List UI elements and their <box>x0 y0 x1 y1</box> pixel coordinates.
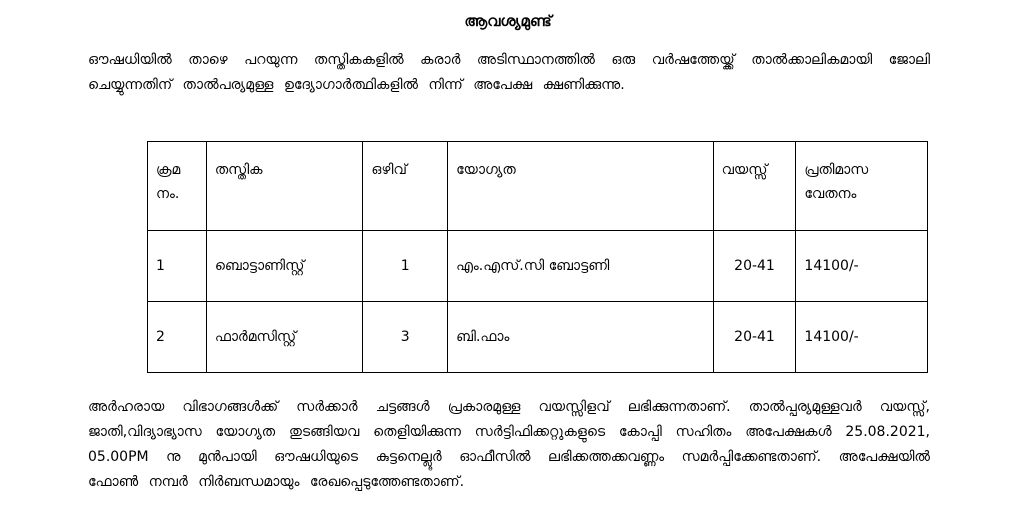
header-salary-line2: വേതനം <box>804 186 857 202</box>
cell-post: ഫാർമസിസ്റ്റ് <box>206 302 363 373</box>
cell-qualification: ബി.ഫാം <box>448 302 714 373</box>
header-salary-line1: പ്രതിമാസ <box>804 162 869 178</box>
header-serial-line1: ക്രമ <box>156 162 181 178</box>
header-serial-number <box>148 142 207 231</box>
table-row <box>148 231 928 302</box>
cell-age: 20-41 <box>713 302 796 373</box>
cell-age: 20-41 <box>713 231 796 302</box>
header-age: വയസ്സ് <box>713 142 796 231</box>
cell-salary: 14100/- <box>796 231 928 302</box>
page-title: ആവശ്യമുണ്ട് <box>464 12 552 30</box>
header-salary <box>796 142 928 231</box>
intro-paragraph: ഔഷധിയിൽ താഴെ പറയുന്ന തസ്തികകളിൽ കരാർ അടിസ്ഥാനത്തിൽ ഒരു വർഷത്തേയ്ക്ക് താൽക്കാലികമായി ജോലി ചെയ്യുന്നതിന് താൽപര്യമുള്ള ഉദ്യോഗാർത്ഥികളിൽ നിന്ന് അപേക്ഷ ക്ഷണിക്കുന്നു. <box>88 52 930 93</box>
cell-qualification: എം.എസ്.സി ബോട്ടണി <box>448 231 714 302</box>
closing-paragraph: അർഹരായ വിഭാഗങ്ങൾക്ക് സർക്കാർ ചട്ടങ്ങൾ പ്രകാരമുള്ള വയസ്സിളവ് ലഭിക്കുന്നതാണ്. താൽപ്പര്യമുള്ളവർ വയസ്സ്, ജാതി,വിദ്യാഭ്യാസ യോഗ്യത തുടങ്ങിയവ തെളിയിക്കുന്ന സർട്ടിഫിക്കറ്റുകളുടെ കോപ്പി സഹിതം അപേക്ഷകൾ 25.08.2021, 05.00PM നു മുൻപായി ഔഷധിയുടെ കുട്ടനെല്ലൂർ ഓഫീസിൽ ലഭിക്കത്തക്കവണ്ണം സമർപ്പിക്കേണ്ടതാണ്. അപേക്ഷയിൽ ഫോൺ നമ്പർ നിർബന്ധമായും രേഖപ്പെടുത്തേണ്ടതാണ്. <box>88 399 930 490</box>
cell-vacancy: 3 <box>363 302 448 373</box>
header-post: തസ്തിക <box>206 142 363 231</box>
cell-post: ബൊട്ടാണിസ്റ്റ് <box>206 231 363 302</box>
table-header-row <box>148 142 928 231</box>
table-row <box>148 302 928 373</box>
cell-serial-number: 2 <box>148 302 207 373</box>
cell-salary: 14100/- <box>796 302 928 373</box>
header-qualification: യോഗ്യത <box>448 142 714 231</box>
header-vacancy: ഒഴിവ് <box>363 142 448 231</box>
cell-vacancy: 1 <box>363 231 448 302</box>
vacancy-table <box>147 141 928 373</box>
header-serial-line2: നം. <box>156 186 180 202</box>
cell-serial-number: 1 <box>148 231 207 302</box>
